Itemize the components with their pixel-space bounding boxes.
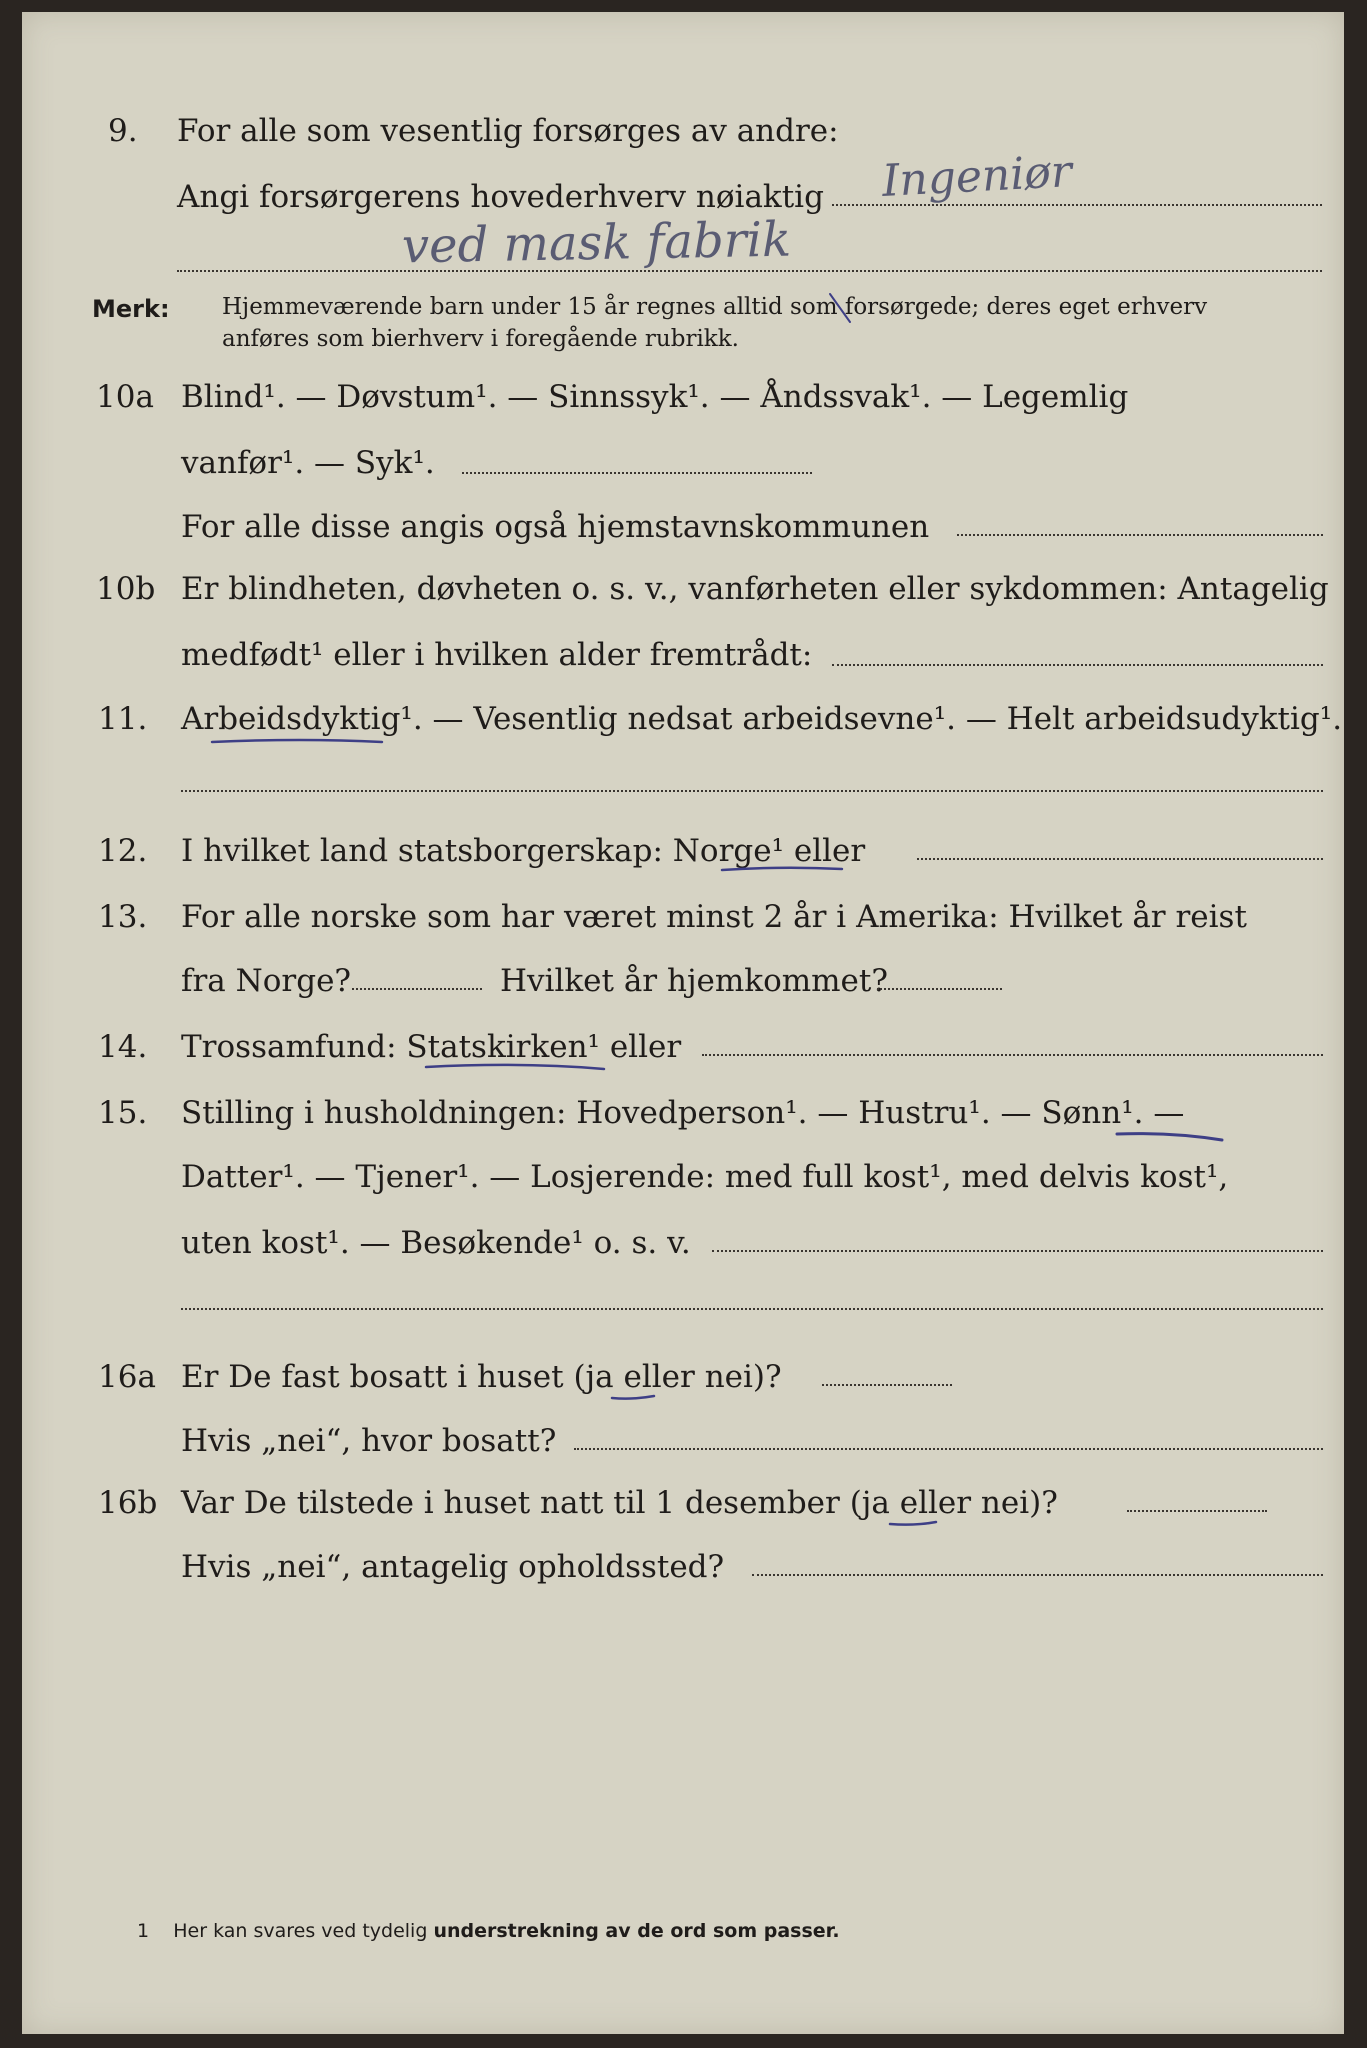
q13-line1: For alle norske som har været minst 2 år i Amerika: Hvilket år reist [181, 899, 1247, 935]
q16b-number: 16b [98, 1485, 158, 1521]
merk-line2: anføres som bierhverv i foregående rubrikk. [222, 326, 739, 352]
q11-answer-line [181, 790, 1323, 792]
q16b-opholdssted-line [752, 1574, 1323, 1576]
q9-line2: Angi forsørgerens hovederhverv nøiaktig [177, 179, 824, 215]
q15-line1: Stilling i husholdningen: Hovedperson¹. — Hustru¹. — Sønn¹. — [181, 1095, 1185, 1131]
q10a-number: 10a [96, 379, 154, 415]
q9-line1: For alle som vesentlig forsørges av andre: [177, 113, 839, 149]
q11-number: 11. [98, 701, 148, 737]
q10a-line2: vanfør¹. — Syk¹. [181, 445, 435, 481]
underline-sonn [1117, 1134, 1222, 1140]
footnote-text-bold: understrekning av de ord som passer. [433, 1920, 840, 1942]
q10a-hometown-line [957, 534, 1323, 536]
q13-hjemkommet-line [877, 988, 1002, 990]
q9-handwritten-answer2: ved mask fabrik [401, 211, 792, 275]
underline-arbeidsdyktig [212, 740, 382, 742]
q9-handwritten-answer1: Ingeniør [880, 146, 1074, 207]
q15-line3: uten kost¹. — Besøkende¹ o. s. v. [181, 1225, 691, 1261]
underline-ja-16a [612, 1396, 654, 1399]
q12-line1: I hvilket land statsborgerskap: Norge¹ eller [181, 833, 866, 869]
q12-answer-line [917, 858, 1323, 860]
q9-number: 9. [108, 113, 138, 149]
q16b-line2: Hvis „nei“, antagelig opholdssted? [181, 1549, 725, 1585]
q11-line1: Arbeidsdyktig¹. — Vesentlig nedsat arbeidsevne¹. — Helt arbeidsudyktig¹. [181, 701, 1343, 737]
q10b-line2: medfødt¹ eller i hvilken alder fremtrådt: [181, 637, 813, 673]
footnote [137, 1920, 840, 1942]
footnote-text-plain: Her kan svares ved tydelig [173, 1920, 428, 1942]
q13-number: 13. [98, 899, 148, 935]
q10b-line1: Er blindheten, døvheten o. s. v., vanførheten eller sykdommen: Antagelig [181, 571, 1329, 607]
q13-line2b: Hvilket år hjemkommet? [500, 963, 888, 999]
q12-number: 12. [98, 833, 148, 869]
q15-second-answer-line [181, 1308, 1323, 1310]
q13-reist-line [352, 988, 482, 990]
q13-line2a: fra Norge? [181, 963, 352, 999]
q10a-line3: For alle disse angis også hjemstavnskommunen [181, 509, 930, 545]
q16b-line1: Var De tilstede i huset natt til 1 desember (ja eller nei)? [181, 1485, 1058, 1521]
underline-ja-16b [890, 1522, 936, 1525]
merk-label: Merk: [92, 295, 170, 323]
q14-answer-line [702, 1054, 1323, 1056]
census-form-page [22, 12, 1344, 2034]
q9-second-answer-line [177, 270, 1322, 272]
q10b-number: 10b [96, 571, 156, 607]
q10a-line1: Blind¹. — Døvstum¹. — Sinnssyk¹. — Åndssvak¹. — Legemlig [181, 379, 1129, 415]
q15-number: 15. [98, 1095, 148, 1131]
merk-line1: Hjemmeværende barn under 15 år regnes alltid som forsørgede; deres eget erhverv [222, 294, 1208, 320]
q16a-line2: Hvis „nei“, hvor bosatt? [181, 1423, 557, 1459]
q16a-bosatt-line [574, 1448, 1323, 1450]
q15-answer-line [712, 1250, 1323, 1252]
q16a-line1: Er De fast bosatt i huset (ja eller nei)? [181, 1359, 782, 1395]
q16a-number: 16a [98, 1359, 156, 1395]
q10b-answer-line [832, 664, 1323, 666]
q15-line2: Datter¹. — Tjener¹. — Losjerende: med full kost¹, med delvis kost¹, [181, 1159, 1229, 1195]
q10a-answer-line [462, 472, 812, 474]
q16b-answer-line [1127, 1510, 1267, 1512]
footnote-mark: 1 [137, 1920, 150, 1942]
q14-line1: Trossamfund: Statskirken¹ eller [181, 1029, 682, 1065]
q16a-answer-line [822, 1384, 952, 1386]
q14-number: 14. [98, 1029, 148, 1065]
